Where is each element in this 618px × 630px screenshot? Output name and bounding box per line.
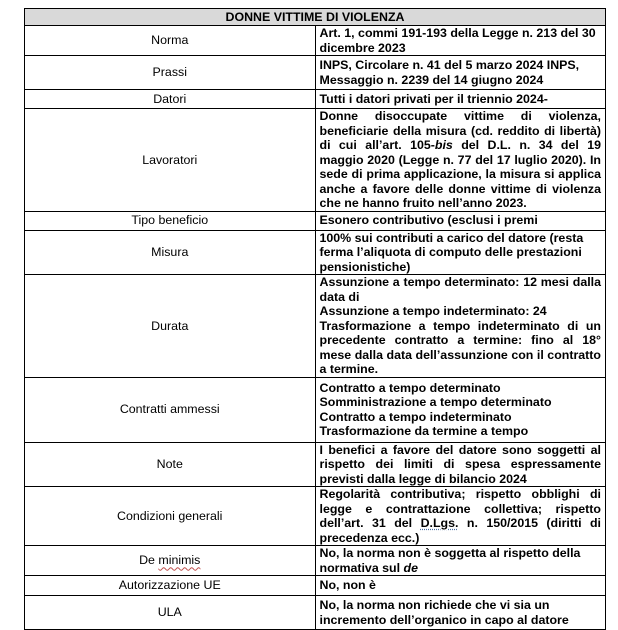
row-label: Misura <box>25 230 316 275</box>
row-label: Datori <box>25 90 316 109</box>
row-ula <box>25 596 606 630</box>
de-minimis-label: De <box>139 553 159 568</box>
dlgs-link: D.Lgs. <box>420 516 459 530</box>
prassi-line: INPS, Circolare n. 41 del 5 marzo 2024 INPS, <box>319 58 580 72</box>
row-label: Contratti ammessi <box>25 377 316 442</box>
contratto-item: Trasformazione da termine a tempo <box>319 424 529 438</box>
row-condizioni <box>25 487 606 546</box>
row-label <box>25 546 316 576</box>
row-value <box>315 109 606 212</box>
contratto-item: Contratto a tempo determinato <box>319 380 501 395</box>
minimis-label-word: minimis <box>158 553 201 568</box>
row-value: 100% sui contributi a carico del datore (resta ferma l’aliquota di computo delle prestazioni pensionistiche) <box>315 230 606 275</box>
durata-line: Assunzione a tempo indeterminato: 24 <box>319 304 547 318</box>
benefit-table <box>24 8 606 630</box>
row-label: Note <box>25 442 316 487</box>
table-title-row <box>25 9 606 26</box>
row-value <box>315 56 606 90</box>
row-value: Tutti i datori privati per il triennio 2024- <box>315 90 606 109</box>
row-value <box>315 275 606 378</box>
row-value <box>315 487 606 546</box>
row-label: Condizioni generali <box>25 487 316 546</box>
row-value: I benefici a favore del datore sono soggetti al rispetto dei limiti di spesa espressamente previsti dalla legge di bilancio 2024 <box>315 442 606 487</box>
row-autorizzazione <box>25 576 606 596</box>
row-label: Autorizzazione UE <box>25 576 316 596</box>
row-datori <box>25 90 606 109</box>
row-label: Tipo beneficio <box>25 211 316 230</box>
row-value: No, non è <box>315 576 606 596</box>
de-minimis-italic: de <box>403 560 418 575</box>
row-label: Norma <box>25 26 316 56</box>
durata-line: Assunzione a tempo determinato: 12 mesi dalla data di <box>319 275 601 304</box>
lavoratori-italic: bis <box>434 138 453 152</box>
prassi-line: Messaggio n. 2239 del 14 giugno 2024 <box>319 72 544 87</box>
lavoratori-text: Donne disoccupate vittime di violenza, beneficiarie della misura (cd. reddito di libertà) di cui all’art. 105- <box>319 109 601 152</box>
lavoratori-text: del D.L. n. 34 del 19 maggio 2020 (Legge n. 77 del 17 luglio 2020). In sede di prima applicazione, la misura si applica anche a favore delle donne vittime di violenza che ne hanno fruito nell’anno 2023. <box>319 138 602 210</box>
row-prassi <box>25 56 606 90</box>
row-lavoratori <box>25 109 606 212</box>
row-label: Lavoratori <box>25 109 316 212</box>
row-tipo-beneficio <box>25 211 606 230</box>
row-label: ULA <box>25 596 316 630</box>
row-note <box>25 442 606 487</box>
row-value: No, la norma non richiede che vi sia un incremento dell’organico in capo al datore <box>315 596 606 630</box>
row-label: Prassi <box>25 56 316 90</box>
condizioni-text: Regolarità contributiva; rispetto obblighi di legge e contrattazione collettiva; rispetto dell’art. 31 del <box>319 487 601 530</box>
contratto-item: Contratto a tempo indeterminato <box>319 409 512 424</box>
row-value: Art. 1, commi 191-193 della Legge n. 213 del 30 dicembre 2023 <box>315 26 606 56</box>
row-label: Durata <box>25 275 316 378</box>
row-value: Esonero contributivo (esclusi i premi <box>315 211 606 230</box>
de-minimis-value: No, la norma non è soggetta al rispetto della normativa sul <box>319 546 581 575</box>
condizioni-text: n. 150/2015 (diritti di precedenza ecc.) <box>319 516 601 545</box>
row-de-minimis <box>25 546 606 576</box>
row-durata <box>25 275 606 378</box>
durata-line: Trasformazione a tempo indeterminato di un precedente contratto a termine: fino al 18° mese dalla data dell’assunzione con il contratto a termine. <box>319 318 601 376</box>
row-value <box>315 546 606 576</box>
table-title: DONNE VITTIME DI VIOLENZA <box>25 9 606 26</box>
row-contratti <box>25 377 606 442</box>
contratto-item: Somministrazione a tempo determinato <box>319 395 552 409</box>
row-misura <box>25 230 606 275</box>
row-norma <box>25 26 606 56</box>
row-value <box>315 377 606 442</box>
